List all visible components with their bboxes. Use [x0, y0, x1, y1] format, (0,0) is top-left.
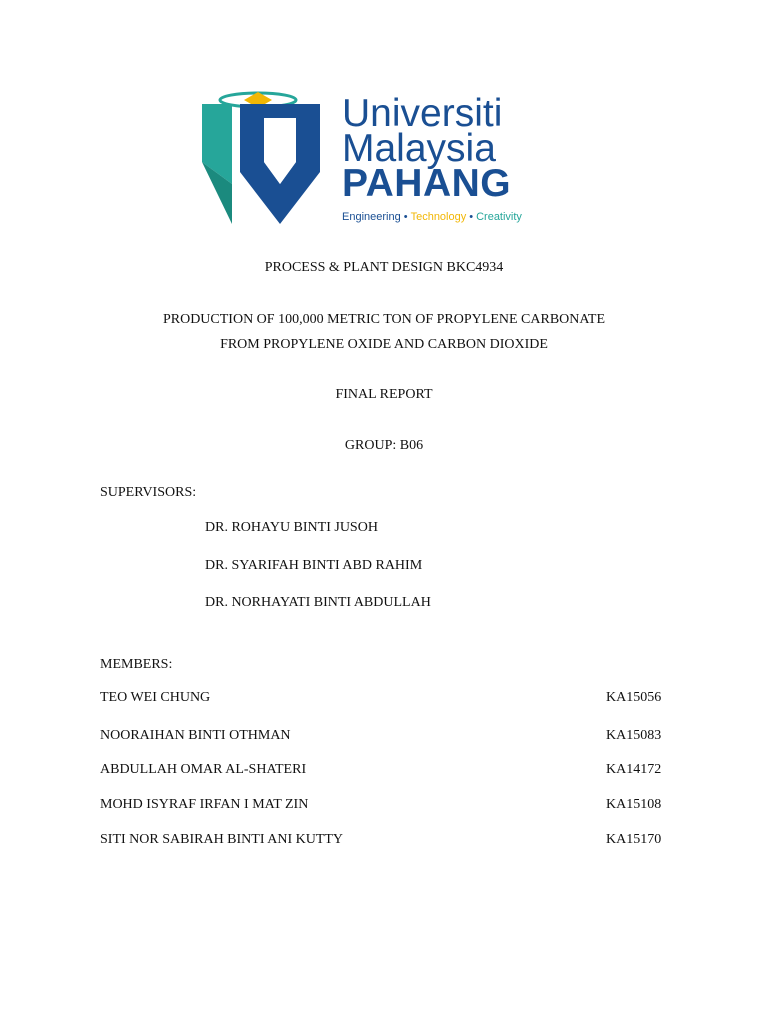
tagline-engineering: Engineering	[342, 211, 401, 223]
member-id: KA15056	[606, 690, 662, 705]
supervisor-name: DR. SYARIFAH BINTI ABD RAHIM	[205, 558, 423, 573]
supervisor-name: DR. NORHAYATI BINTI ABDULLAH	[205, 595, 431, 610]
tagline-technology: Technology	[410, 211, 467, 223]
member-id: KA15108	[606, 797, 662, 812]
member-name: NOORAIHAN BINTI OTHMAN	[100, 728, 291, 743]
logo-tagline	[342, 211, 582, 223]
logo-line-malaysia: Malaysia	[342, 127, 496, 170]
university-logo	[196, 88, 576, 230]
tagline-separator: •	[469, 211, 474, 223]
logo-line-pahang: PAHANG	[342, 162, 512, 205]
supervisors-heading: SUPERVISORS:	[100, 485, 197, 500]
supervisor-name: DR. ROHAYU BINTI JUSOH	[205, 520, 378, 535]
report-title-line-1: PRODUCTION OF 100,000 METRIC TON OF PROPYLENE CARBONATE	[162, 312, 606, 327]
report-title-line-2: FROM PROPYLENE OXIDE AND CARBON DIOXIDE	[220, 337, 548, 352]
group-label: GROUP: B06	[344, 438, 424, 453]
report-type: FINAL REPORT	[335, 387, 433, 402]
tagline-creativity: Creativity	[476, 211, 522, 223]
logo-emblem-icon	[196, 88, 336, 230]
member-name: SITI NOR SABIRAH BINTI ANI KUTTY	[100, 832, 344, 847]
member-name: ABDULLAH OMAR AL-SHATERI	[100, 762, 307, 777]
logo-line-universiti: Universiti	[342, 92, 503, 135]
member-id: KA15170	[606, 832, 662, 847]
member-id: KA14172	[606, 762, 662, 777]
course-title: PROCESS & PLANT DESIGN BKC4934	[264, 260, 504, 275]
member-name: TEO WEI CHUNG	[100, 690, 211, 705]
tagline-separator: •	[403, 211, 408, 223]
member-name: MOHD ISYRAF IRFAN I MAT ZIN	[100, 797, 309, 812]
members-heading: MEMBERS:	[100, 657, 173, 672]
member-id: KA15083	[606, 728, 662, 743]
